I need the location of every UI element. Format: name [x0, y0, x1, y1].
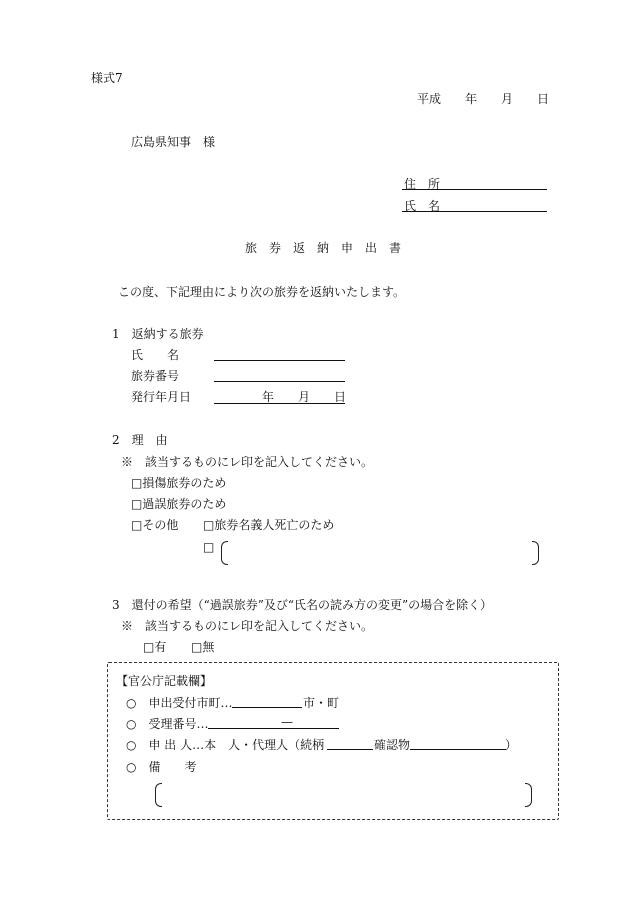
section3-heading: 3 還付の希望（“過誤旅券”及び“氏名の読み方の変更”の場合を除く）: [112, 598, 493, 612]
city-field[interactable]: [232, 707, 302, 708]
passport-holder-name-label: 氏 名: [131, 348, 180, 362]
address-label: 住 所: [404, 177, 441, 191]
name-field[interactable]: [402, 211, 547, 212]
receipt-field[interactable]: [208, 728, 339, 729]
confirm-label: 確認物: [374, 738, 411, 752]
page-title: 旅券返納申出書: [245, 241, 414, 255]
section1-heading: 1 返納する旅券: [112, 327, 204, 341]
date-line: 平成 年 月 日: [417, 92, 550, 106]
refund-yes-checkbox[interactable]: □有: [143, 640, 167, 654]
section2-heading: 2 理 由: [112, 433, 168, 447]
official-heading: 【官公庁記載欄】: [116, 674, 213, 688]
section2-note: ※ 該当するものにレ印を記入してください。: [121, 455, 374, 469]
passport-number-field[interactable]: [214, 381, 345, 382]
address-field[interactable]: [402, 189, 547, 190]
remarks-label: ○ 備 考: [126, 760, 197, 774]
city-label: ○ 申出受付市町…: [126, 696, 233, 710]
addressee: 広島県知事 様: [131, 135, 216, 149]
issue-date-value: 年 月 日: [262, 390, 347, 404]
close-paren: ）: [505, 738, 518, 752]
remarks-bracket-right: [525, 783, 532, 807]
form-number: 様式7: [91, 71, 123, 85]
city-suffix: 市・町: [303, 696, 340, 710]
option-blank-checkbox[interactable]: □: [203, 540, 215, 554]
other-reason-bracket-left: [221, 541, 228, 565]
remarks-bracket-left: [155, 783, 162, 807]
issue-date-field[interactable]: [214, 403, 345, 404]
applicant-type-label: ○ 申 出 人…本 人・代理人（続柄: [126, 738, 325, 752]
name-label: 氏 名: [404, 199, 441, 213]
option-holder-deceased[interactable]: □旅券名義人死亡のため: [203, 518, 335, 532]
issue-date-label: 発行年月日: [131, 390, 192, 404]
refund-no-checkbox[interactable]: □無: [191, 640, 215, 654]
option-erroneous[interactable]: □過誤旅券のため: [131, 497, 227, 511]
other-reason-bracket-right: [532, 541, 539, 565]
section3-note: ※ 該当するものにレ印を記入してください。: [121, 619, 374, 633]
receipt-dash: —: [281, 715, 293, 729]
passport-holder-name-field[interactable]: [214, 360, 345, 361]
confirm-field[interactable]: [410, 749, 506, 750]
option-other[interactable]: □その他: [131, 518, 179, 532]
relationship-field[interactable]: [327, 749, 373, 750]
intro-text: この度、下記理由により次の旅券を返納いたします。: [118, 285, 406, 299]
receipt-label: ○ 受理番号…: [126, 717, 209, 731]
option-damaged[interactable]: □損傷旅券のため: [131, 476, 227, 490]
passport-number-label: 旅券番号: [131, 369, 180, 383]
